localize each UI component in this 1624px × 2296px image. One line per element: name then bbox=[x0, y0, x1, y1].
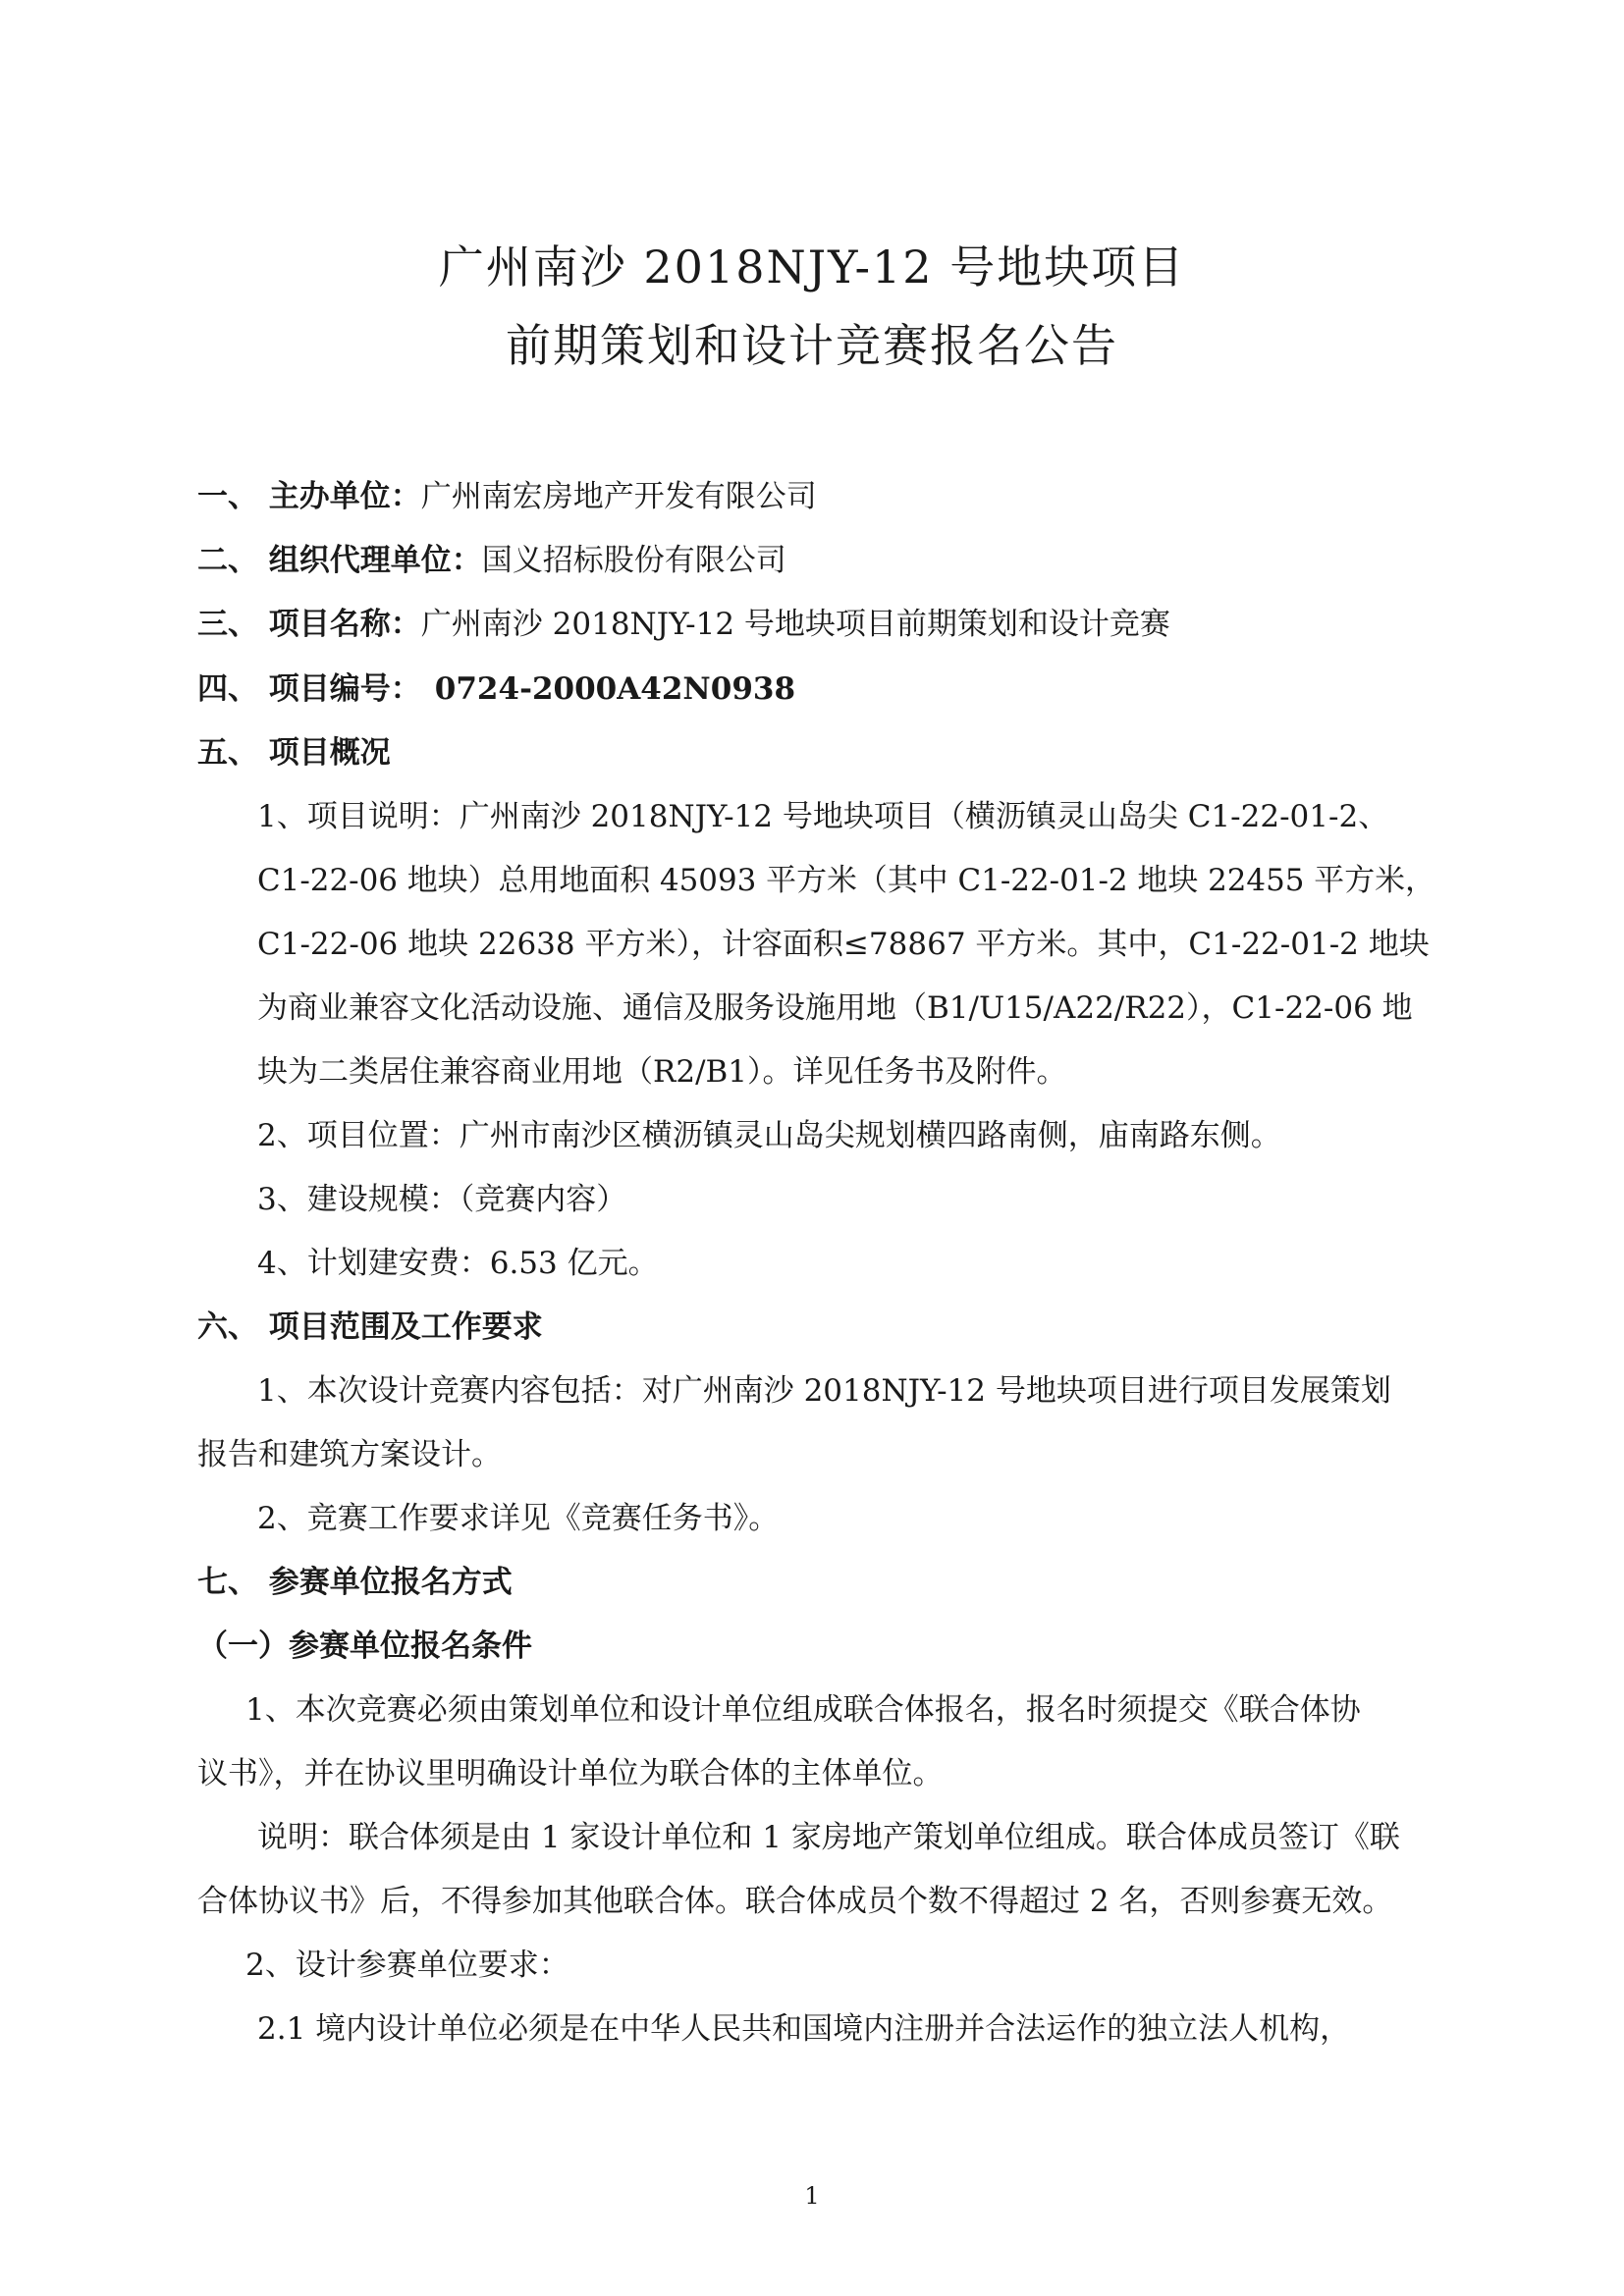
document-title-line-2: 前期策划和设计竞赛报名公告 bbox=[506, 319, 1118, 372]
section-overview-heading: 五、 项目概况 bbox=[197, 735, 391, 771]
registration-note-line-2: 合体协议书》后，不得参加其他联合体。联合体成员个数不得超过 2 名，否则参赛无效。 bbox=[197, 1884, 1393, 1919]
page-number: 1 bbox=[804, 2182, 820, 2210]
overview-p1-line-5: 块为二类居住兼容商业用地（R2/B1）。详见任务书及附件。 bbox=[257, 1054, 1067, 1090]
document-title-line-1: 广州南沙 2018NJY-12 号地块项目 bbox=[438, 240, 1186, 294]
section-registration-heading: 七、 参赛单位报名方式 bbox=[197, 1565, 513, 1600]
overview-p1-line-1: 1、项目说明：广州南沙 2018NJY-12 号地块项目（横沥镇灵山岛尖 C1-22-01-2、 bbox=[257, 799, 1389, 834]
section-agent-label: 二、 组织代理单位： bbox=[197, 543, 482, 578]
section-agent-value: 国义招标股份有限公司 bbox=[481, 543, 786, 578]
section-agent bbox=[197, 535, 786, 579]
overview-p3: 3、建设规模：（竞赛内容） bbox=[257, 1182, 627, 1217]
registration-p1-line-2: 议书》，并在协议里明确设计单位为联合体的主体单位。 bbox=[197, 1756, 944, 1791]
scope-p1-line-1: 1、本次设计竞赛内容包括：对广州南沙 2018NJY-12 号地块项目进行项目发展策划 bbox=[257, 1373, 1391, 1409]
section-scope-heading: 六、 项目范围及工作要求 bbox=[197, 1309, 543, 1345]
registration-p2-1: 2.1 境内设计单位必须是在中华人民共和国境内注册并合法运作的独立法人机构， bbox=[257, 2011, 1351, 2047]
overview-p1-line-3: C1-22-06 地块 22638 平方米），计容面积≤78867 平方米。其中，C1-22-01-2 地块 bbox=[257, 927, 1430, 962]
registration-subheading: （一）参赛单位报名条件 bbox=[197, 1629, 532, 1664]
section-organizer-value: 广州南宏房地产开发有限公司 bbox=[420, 479, 817, 514]
registration-note-line-1: 说明：联合体须是由 1 家设计单位和 1 家房地产策划单位组成。联合体成员签订《联 bbox=[257, 1820, 1400, 1855]
section-project-name-label: 三、 项目名称： bbox=[197, 607, 421, 642]
overview-p4: 4、计划建安费：6.53 亿元。 bbox=[257, 1246, 659, 1281]
section-project-number bbox=[197, 664, 795, 708]
registration-p2: 2、设计参赛单位要求： bbox=[245, 1948, 569, 1983]
overview-p2: 2、项目位置：广州市南沙区横沥镇灵山岛尖规划横四路南侧，庙南路东侧。 bbox=[257, 1118, 1281, 1153]
registration-p1-line-1: 1、本次竞赛必须由策划单位和设计单位组成联合体报名，报名时须提交《联合体协 bbox=[245, 1692, 1361, 1728]
section-project-number-value: 0724-2000A42N0938 bbox=[434, 671, 796, 707]
section-project-number-label: 四、 项目编号： bbox=[197, 671, 421, 707]
section-project-name-value: 广州南沙 2018NJY-12 号地块项目前期策划和设计竞赛 bbox=[420, 607, 1170, 642]
section-organizer bbox=[197, 471, 817, 515]
overview-p1-line-2: C1-22-06 地块）总用地面积 45093 平方米（其中 C1-22-01-2 地块 22455 平方米， bbox=[257, 863, 1435, 898]
overview-p1-line-4: 为商业兼容文化活动设施、通信及服务设施用地（B1/U15/A22/R22），C1-22-06 地 bbox=[257, 990, 1413, 1026]
section-organizer-label: 一、 主办单位： bbox=[197, 479, 421, 514]
section-project-name bbox=[197, 599, 1170, 643]
scope-p1-line-2: 报告和建筑方案设计。 bbox=[197, 1437, 502, 1472]
scope-p2: 2、竞赛工作要求详见《竞赛任务书》。 bbox=[257, 1501, 780, 1536]
